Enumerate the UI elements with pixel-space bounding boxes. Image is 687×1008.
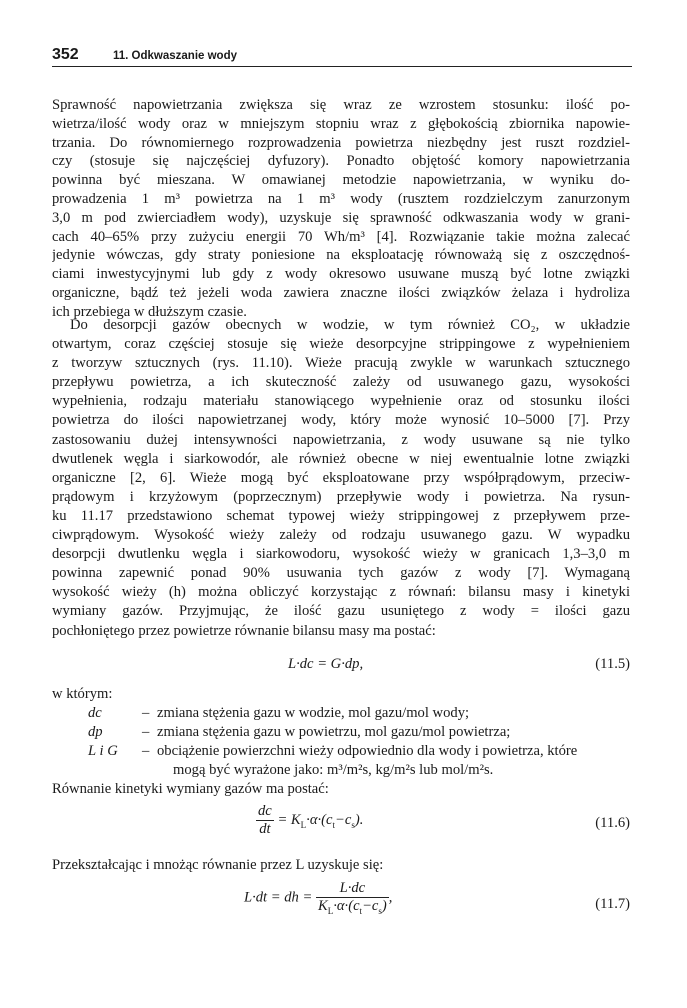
paragraph-2 bbox=[52, 316, 630, 641]
where-label: w którym: bbox=[52, 686, 113, 702]
eq-part: = K bbox=[277, 811, 301, 828]
eq-part: ·α·(c bbox=[333, 898, 360, 914]
text-line: desorpcji dwutlenku węgla i siarkowodoru, wysokość wieży w granicach 1,3–3,0 m bbox=[52, 546, 630, 563]
text-line: Sprawność napowietrzania zwiększa się wraz ze wzrostem stosunku: ilość po- bbox=[52, 97, 630, 113]
equation-number-11-5: (11.5) bbox=[595, 656, 630, 672]
fraction bbox=[316, 880, 389, 916]
text-line: ciami inwestycyjnymi lub gdy z wody okresowo usuwane muszą być lotne związki bbox=[52, 266, 630, 283]
eq-part: K bbox=[318, 898, 328, 914]
definition-continuation: mogą być wyrażone jako: m³/m²s, kg/m²s lub mol/m²s. bbox=[173, 762, 494, 778]
page-number: 352 bbox=[52, 46, 79, 63]
transform-intro: Przekształcając i mnożąc równanie przez L uzyskuje się: bbox=[52, 857, 384, 873]
text-line: ich przebiega w dłuższym czasie. bbox=[52, 303, 247, 320]
text-line: organiczne, bądź też jeżeli woda zawiera znaczne ilości związków żelaza i hydroliza bbox=[52, 284, 630, 301]
definition-text: zmiana stężenia gazu w wodzie, mol gazu/mol wody; bbox=[157, 705, 470, 721]
definition-text: obciążenie powierzchni wieży odpowiednio dla wody i powietrza, które bbox=[157, 743, 578, 759]
eq-part: −c bbox=[362, 898, 379, 914]
text-line: wysokość wieży (h) można obliczyć korzystając z równań: bilansu masy i kinetyki bbox=[52, 584, 630, 601]
denominator bbox=[316, 898, 389, 916]
eq-part: L·dt = dh = bbox=[244, 889, 313, 906]
definition-dash: – bbox=[142, 705, 150, 721]
equation-number-11-7: (11.7) bbox=[595, 896, 630, 912]
fraction bbox=[256, 803, 274, 838]
text-line: powinna zapewnić ponad 90% usuwania tych gazów z wody [7]. Wymaganą bbox=[52, 565, 630, 582]
equation-number-11-6: (11.6) bbox=[595, 815, 630, 831]
eq-sub: t bbox=[332, 819, 335, 830]
text-line: otwartym, coraz częściej stosuje się wieże desorpcyjne strippingowe z wypełnieniem bbox=[52, 336, 630, 353]
text-line: ku 11.17 przedstawiono schemat typowej wieży strippingowej z przepływem prze- bbox=[52, 507, 630, 524]
running-header bbox=[52, 46, 632, 67]
text-line: dwutlenek węgla i siarkowodór, ale również obecne w niej ewentualnie lotne związki bbox=[52, 450, 630, 467]
definition-text: zmiana stężenia gazu w powietrzu, mol gazu/mol powietrza; bbox=[157, 724, 511, 740]
text-line: prądowym i krzyżowym (poprzecznym) przepływie wody i powietrza. Na rysun- bbox=[52, 488, 630, 505]
eq-sub: L bbox=[300, 819, 307, 830]
text-line: wypełnienia, rodzaju materiału stanowiącego wypełnienie oraz od stosunku ilości bbox=[52, 393, 630, 410]
equation-11-5: L·dc = G·dp, bbox=[288, 656, 364, 672]
paragraph-1 bbox=[52, 96, 630, 322]
text-line: zastosowaniu dużej intensywności napowietrzania, z wody usuwane są nie tylko bbox=[52, 431, 630, 448]
eq-sub: L bbox=[327, 905, 334, 916]
eq-part: ) bbox=[381, 898, 387, 914]
equation-11-7 bbox=[244, 880, 392, 916]
eq-sub: s bbox=[351, 819, 355, 830]
text-line: powietrza do ilości napowietrzanej wody, który może wynosić 10–5000 [7]. Przy bbox=[52, 412, 630, 429]
text-line: z tworzyw sztucznych (rys. 11.10). Wieże pracują zwykle w warunkach sztucznego bbox=[52, 355, 630, 372]
eq-part: −c bbox=[334, 811, 352, 828]
definition-dash: – bbox=[142, 724, 150, 740]
equation-11-6 bbox=[256, 803, 363, 838]
text-line: pochłoniętego przez powietrze równanie bilansu masy ma postać: bbox=[52, 622, 436, 639]
text-line: 3,0 m pod zwierciadłem wody), uzyskuje się sprawność odkwaszania wody w grani- bbox=[52, 209, 630, 226]
text-line: ciwprądowym. Wysokość wieży zależy od rodzaju usuwanego gazu. W wypadku bbox=[52, 527, 630, 544]
numerator: dc bbox=[258, 803, 272, 819]
definition-dash: – bbox=[142, 743, 150, 759]
text-line: trzania. Do równomiernego rozprowadzenia powietrza niezbędny jest ruszt rozdziel- bbox=[52, 134, 630, 151]
definition-symbol: dc bbox=[88, 705, 102, 721]
chapter-title: 11. Odkwaszanie wody bbox=[113, 50, 237, 62]
numerator: L·dc bbox=[316, 880, 389, 898]
eq-part: , bbox=[388, 889, 393, 906]
text-line: wietrza/ilość wody oraz w mniejszym stopniu wraz z głębokością zbiornika napowie- bbox=[52, 115, 630, 132]
text-line: przepływu powietrza, a ich skuteczność zależy od usuwanego gazu, wysokości bbox=[52, 374, 630, 391]
text-line: Do desorpcji gazów obecnych w wodzie, w tym również CO₂, w układzie bbox=[70, 317, 630, 333]
eq-part: ·α·(c bbox=[306, 811, 333, 828]
text-line: wymiany gazów. Przyjmując, że ilość gazu usuniętego z wody = ilości gazu bbox=[52, 603, 630, 620]
eq-part: ). bbox=[354, 811, 364, 828]
denominator: dt bbox=[259, 821, 271, 837]
definition-symbol: dp bbox=[88, 724, 103, 740]
text-line: prowadzenia 1 m³ powietrza na 1 m³ wody (rusztem rozdzielczym zanurzonym bbox=[52, 190, 630, 207]
text-line: jedynie wówczas, gdy straty poniesione na eksploatację równoważą się z oszczędnoś- bbox=[52, 247, 630, 264]
kinetics-intro: Równanie kinetyki wymiany gazów ma postać: bbox=[52, 781, 329, 797]
text-line: powinna być mieszana. W omawianej metodzie napowietrzania, w wyniku do- bbox=[52, 172, 630, 189]
text-line: organiczne [2, 6]. Wieże mogą być eksploatowane przy współprądowym, przeciw- bbox=[52, 469, 630, 486]
eq-sub: t bbox=[359, 905, 363, 916]
text-line: czy (stosuje się najczęściej dyfuzory). Ponadto objętość komory napowietrzania bbox=[52, 153, 630, 170]
text-line: cach 40–65% przy zużyciu energii 70 Wh/m³ [4]. Rozwiązanie takie można zalecać bbox=[52, 228, 630, 245]
definition-symbol: L i G bbox=[88, 743, 118, 759]
eq-sub: s bbox=[378, 905, 382, 916]
